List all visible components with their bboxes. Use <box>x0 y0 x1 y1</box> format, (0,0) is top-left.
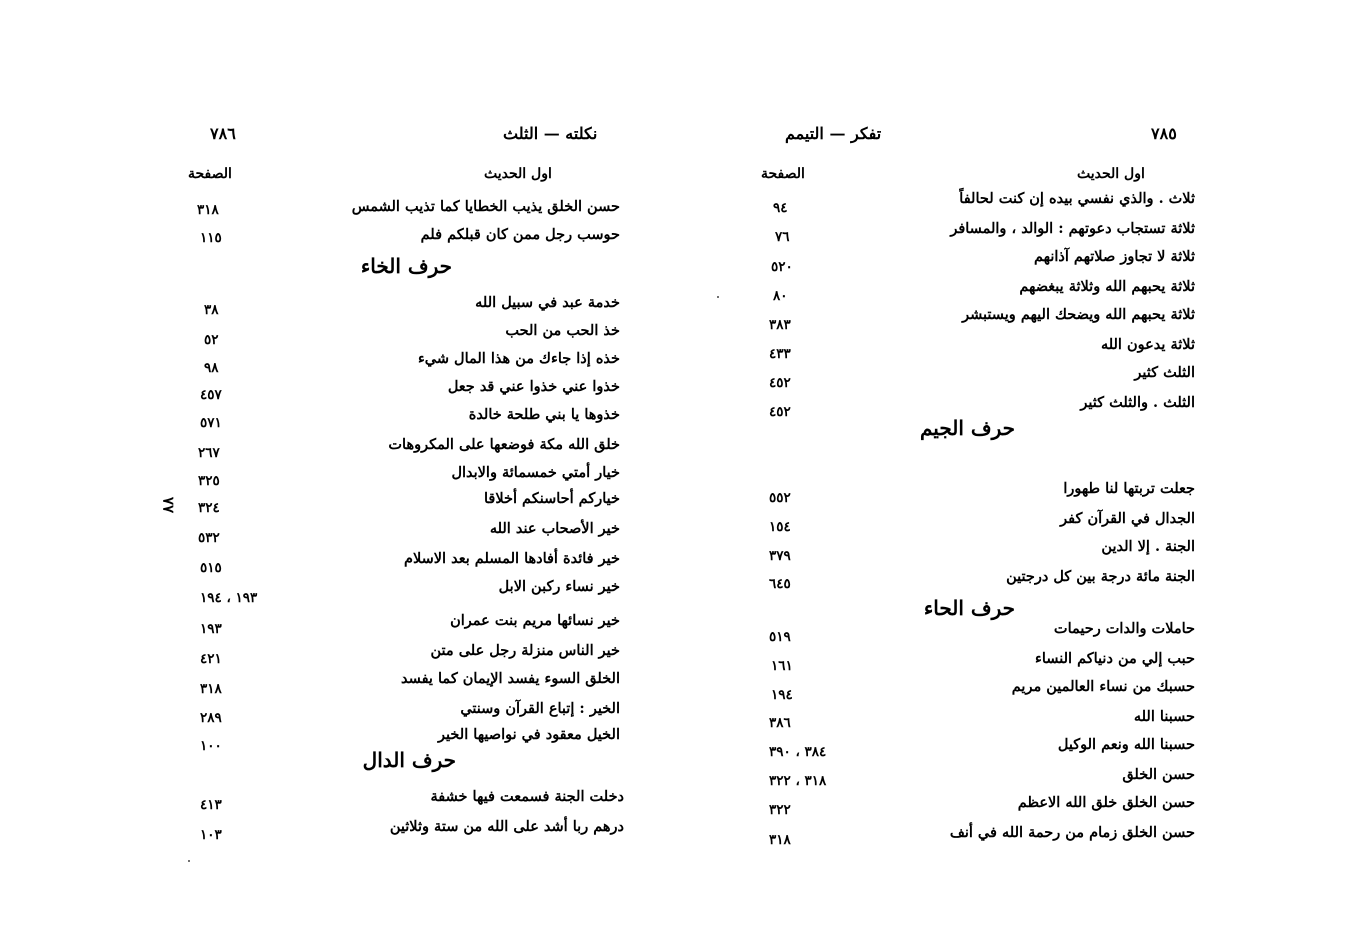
page-ref: ٥٧١ <box>200 415 222 431</box>
page-ref: ٣٧٩ <box>769 548 791 564</box>
page-ref: ١٦١ <box>771 658 793 674</box>
page-ref: ٦٤٥ <box>769 576 791 592</box>
page-ref: ٣١٨ <box>769 832 791 848</box>
list-item: ثلاثة يحبهم الله ويضحك اليهم ويستبشر <box>962 306 1195 323</box>
page-ref: ٣٨٣ <box>769 317 791 333</box>
list-item: ثلاثة يحبهم الله وثلاثة يبغضهم <box>1019 278 1195 295</box>
list-item: خلق الله مكة فوضعها على المكروهات <box>388 436 620 453</box>
section-heading: حرف الجيم <box>920 416 1015 440</box>
column-head-page: الصفحة <box>188 166 232 182</box>
page-ref: ٨٠ <box>773 288 788 304</box>
page-ref: ٣١٨ <box>197 202 219 218</box>
list-item: الجنة مائة درجة بين كل درجتين <box>1006 568 1195 585</box>
page-ref: ٤٣٣ <box>769 346 791 362</box>
list-item: حسن الخلق خلق الله الاعظم <box>1017 794 1195 811</box>
list-item: خذه إذا جاءك من هذا المال شيء <box>417 350 620 367</box>
list-item: خير نسائها مريم بنت عمران <box>450 612 620 629</box>
page-ref: ١٥٤ <box>769 519 791 535</box>
page-ref: ٣٢٥ <box>198 473 220 489</box>
running-head: نكلته — الثلث <box>503 124 598 143</box>
page-ref: ١٠٣ <box>200 827 222 843</box>
section-heading: حرف الخاء <box>360 254 452 278</box>
page-ref: ٥٢ <box>204 332 219 348</box>
list-item: درهم ربا أشد على الله من ستة وثلاثين <box>389 818 624 835</box>
list-item: الثلث . والثلث كثير <box>1080 394 1195 411</box>
page-ref: ٩٨ <box>204 360 219 376</box>
page-ref: ٩٤ <box>773 200 788 216</box>
list-item: حبب إلي من دنياكم النساء <box>1035 650 1195 667</box>
list-item: حسن الخلق يذيب الخطايا كما تذيب الشمس <box>351 198 620 215</box>
list-item: حسن الخلق <box>1122 766 1195 783</box>
page-ref: ٢٨٩ <box>200 710 222 726</box>
page-ref: ٧٦ <box>775 229 790 245</box>
page-ref: ٥٢٠ <box>771 259 793 275</box>
list-item: حوسب رجل ممن كان قبلكم فلم <box>420 226 620 243</box>
page-ref: ٤٥٧ <box>200 387 222 403</box>
page-ref: ٣٨ <box>204 302 219 318</box>
list-item: خذوها يا بني طلحة خالدة <box>468 406 620 423</box>
page-ref: ١٩٣ <box>200 621 222 637</box>
page-ref: ٣٨٤ ، ٣٩٠ <box>769 744 827 760</box>
list-item: جعلت تربتها لنا طهورا <box>1063 480 1195 497</box>
page-ref: ١٩٣ ، ١٩٤ <box>200 590 258 606</box>
list-item: خذوا عني خذوا عني قد جعل <box>447 378 620 395</box>
page-ref: ٥٥٢ <box>769 490 791 506</box>
list-item: حاملات والدات رحيمات <box>1053 620 1195 637</box>
list-item: حسبنا الله ونعم الوكيل <box>1057 736 1195 753</box>
list-item: خير الناس منزلة رجل على متن <box>430 642 620 659</box>
list-item: خدمة عبد في سبيل الله <box>475 294 620 311</box>
page-ref: ٥١٥ <box>200 560 222 576</box>
paper-speck <box>188 860 190 862</box>
list-item: الجدال في القرآن كفر <box>1060 510 1195 527</box>
list-item: الجنة . إلا الدين <box>1101 538 1195 555</box>
running-head: تفكر — التيمم <box>785 124 882 143</box>
list-item: ثلاث . والذي نفسي بيده إن كنت لحالفاً <box>959 190 1195 207</box>
list-item: خيار أمتي خمسمائة والابدال <box>451 464 620 481</box>
page-ref: ٤١٣ <box>200 797 222 813</box>
page-ref: ٣١٨ ، ٣٢٢ <box>769 773 827 789</box>
list-item: الخير : إتباع القرآن وسنتي <box>460 700 620 717</box>
margin-number: ٨٨ <box>159 496 178 514</box>
list-item: حسبنا الله <box>1133 708 1195 725</box>
list-item: ثلاثة تستجاب دعوتهم : الوالد ، والمسافر <box>950 220 1195 237</box>
page-ref: ٤٥٢ <box>769 404 791 420</box>
list-item: الخلق السوء يفسد الإيمان كما يفسد <box>401 670 620 687</box>
page-ref: ٣٨٦ <box>769 715 791 731</box>
page-ref: ١٠٠ <box>200 738 222 754</box>
list-item: خذ الحب من الحب <box>505 322 620 339</box>
list-item: خير فائدة أفادها المسلم بعد الاسلام <box>403 550 620 567</box>
list-item: ثلاثة يدعون الله <box>1100 336 1195 353</box>
column-head-page: الصفحة <box>761 166 805 182</box>
page-ref: ٤٥٢ <box>769 375 791 391</box>
list-item: دخلت الجنة فسمعت فيها خشفة <box>430 788 624 805</box>
right-page <box>677 0 1355 947</box>
column-head-text: اول الحديث <box>1077 166 1145 182</box>
page-ref: ٥٣٢ <box>198 530 220 546</box>
page-ref: ٣٢٤ <box>198 500 220 516</box>
list-item: حسن الخلق زمام من رحمة الله في أنف <box>949 824 1195 841</box>
list-item: خير الأصحاب عند الله <box>489 520 620 537</box>
page-ref: ٤٢١ <box>200 651 222 667</box>
page-ref: ٥١٩ <box>769 629 791 645</box>
page-number: ٧٨٦ <box>210 124 236 143</box>
list-item: خياركم أحاسنكم أخلاقا <box>484 490 620 507</box>
list-item: الخيل معقود في نواصيها الخير <box>438 726 620 743</box>
page-ref: ١١٥ <box>200 230 222 246</box>
list-item: خير نساء ركبن الابل <box>498 578 620 595</box>
left-page <box>0 0 677 947</box>
list-item: حسبك من نساء العالمين مريم <box>1011 678 1195 695</box>
column-head-text: اول الحديث <box>484 166 552 182</box>
page-number: ٧٨٥ <box>1151 124 1177 143</box>
page-ref: ٣١٨ <box>200 681 222 697</box>
page-ref: ٢٦٧ <box>198 445 220 461</box>
page-ref: ١٩٤ <box>771 687 793 703</box>
page-ref: ٣٢٢ <box>769 802 791 818</box>
list-item: الثلث كثير <box>1134 364 1195 381</box>
section-heading: حرف الحاء <box>923 596 1015 620</box>
list-item: ثلاثة لا تجاوز صلاتهم آذانهم <box>1034 248 1195 265</box>
section-heading: حرف الدال <box>362 748 456 772</box>
